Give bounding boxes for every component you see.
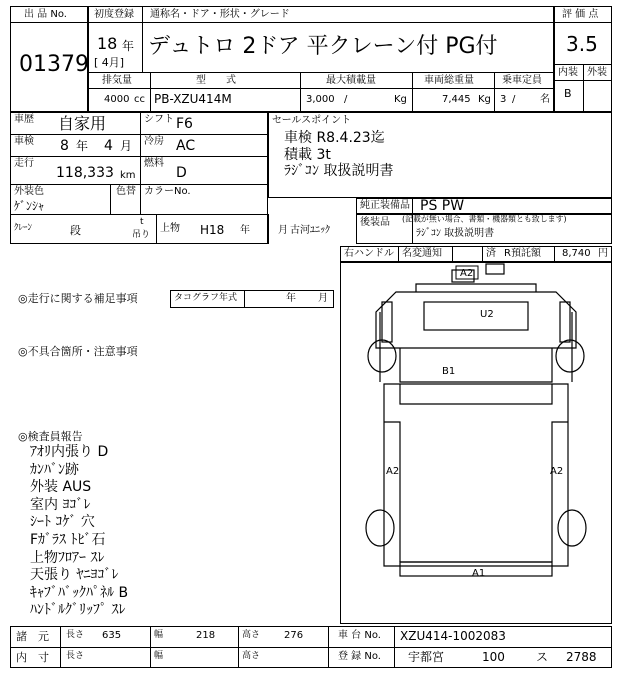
marker-top-right xyxy=(486,264,504,274)
inspection-year-unit: 年 xyxy=(76,139,89,153)
damage-mark-a2-right: A2 xyxy=(550,466,564,477)
inspector-report-line: ｷｬﾌﾞﾊﾞｯｸﾊﾟﾈﾙ B xyxy=(30,584,129,601)
inspection-label: 車検 xyxy=(14,136,34,147)
displacement-value: 4000 xyxy=(104,94,130,105)
max-load-value: 3,000 xyxy=(306,94,335,105)
shift-value: F6 xyxy=(176,116,193,132)
interior-grade: B xyxy=(564,87,572,100)
inspection-year: 8 xyxy=(60,138,69,154)
damage-mark-u2: U2 xyxy=(480,309,494,320)
color-number-label: カラーNo. xyxy=(144,186,191,197)
inspection-month: 4 xyxy=(104,138,113,154)
bed-right-rail xyxy=(552,422,568,562)
plate-class: 100 xyxy=(482,650,505,664)
fuel-label: 燃料 xyxy=(144,158,164,169)
color-change-label: 色替 xyxy=(116,186,136,197)
sales-point-line-1: 車検 R8.4.23迄 xyxy=(284,130,385,146)
details-box xyxy=(10,112,268,244)
recycle-deposit-label: R預託額 xyxy=(504,248,541,259)
aftermarket-note: (記載が無い場合、書類・機器類とも致します) xyxy=(402,215,567,224)
tachograph-year-unit: 年 xyxy=(286,293,296,304)
cab-roof xyxy=(416,284,536,292)
model-code: PB-XZU414M xyxy=(154,92,232,106)
capacity-label: 乗車定員 xyxy=(502,75,542,86)
capacity-separator: / xyxy=(512,94,516,105)
max-load-unit: Kg xyxy=(394,94,407,105)
max-load-label: 最大積載量 xyxy=(326,75,376,86)
inspector-report-line: 外装 AUS xyxy=(30,479,92,496)
plate-number: 2788 xyxy=(566,650,597,664)
crane-ton-label: t xyxy=(140,217,144,227)
body-year: H18 xyxy=(200,223,225,237)
body-maker: 古河ﾕﾆｯｸ xyxy=(290,225,330,236)
capacity-unit: 名 xyxy=(540,94,550,105)
outer-dimensions-label: 諸 元 xyxy=(16,630,49,643)
bed-left-rail xyxy=(384,422,400,562)
inspector-report-line: ｶﾝﾊﾞﾝ跡 xyxy=(30,461,79,478)
hood xyxy=(400,348,552,382)
tachograph-label: タコグラフ年式 xyxy=(174,293,238,303)
chassis-number: XZU414-1002083 xyxy=(400,629,506,643)
first-registration-month: [ 4月] xyxy=(94,56,125,69)
vehicle-name: デュトロ 2ドア 平クレーン付 PG付 xyxy=(148,34,498,59)
height-label: 高さ xyxy=(242,630,261,640)
bed-outline xyxy=(384,384,568,566)
inner-dimensions-label: 内 寸 xyxy=(16,651,49,664)
sales-points-label: セールスポイント xyxy=(272,115,352,126)
rhd-flag: 右ハンドル xyxy=(344,248,394,259)
rear-left-wheel xyxy=(366,510,394,546)
front-right-wheel xyxy=(556,340,584,372)
inspector-report-line: Fｶﾞﾗｽ ﾄﾋﾞ石 xyxy=(30,532,106,548)
mileage-unit: km xyxy=(120,170,136,181)
rating-label: 評 価 点 xyxy=(562,9,599,20)
inspector-report-line: ﾊﾝﾄﾞﾙｸﾞﾘｯﾌﾟ ｽﾚ xyxy=(30,602,126,619)
first-registration-label: 初度登録 xyxy=(94,9,134,20)
crane-label: ｸﾚｰﾝ xyxy=(14,223,33,233)
name-change-label: 名変通知 xyxy=(402,248,442,259)
mileage-label: 走行 xyxy=(14,158,34,169)
interior-grade-label: 内装 xyxy=(558,67,578,78)
displacement-unit: cc xyxy=(134,94,145,105)
inspector-report-line: 天張り ﾔﾆﾖｺﾞﾚ xyxy=(30,567,119,584)
plate-label: 登 録 No. xyxy=(338,651,381,662)
running-notes-label: ◎走行に関する補足事項 xyxy=(18,292,138,305)
truck-diagram xyxy=(340,262,612,624)
length-label: 長さ xyxy=(66,630,85,640)
rating-score: 3.5 xyxy=(566,32,598,56)
crane-lift-label: 吊り xyxy=(132,230,151,240)
inspector-report-label: ◎検査員報告 xyxy=(18,430,83,443)
damage-mark-a1: A1 xyxy=(472,568,486,579)
lot-number: 01379 xyxy=(19,52,89,77)
year-unit: 年 xyxy=(122,39,135,53)
mirror-right xyxy=(560,302,570,342)
color-label: 外装色 xyxy=(14,186,44,197)
body-year-unit: 年 xyxy=(240,225,250,236)
history-label: 車歴 xyxy=(14,114,34,125)
inspection-month-unit: 月 xyxy=(120,139,133,153)
genuine-equipment-label: 純正装備品 xyxy=(360,200,410,211)
gross-weight-label: 車両総重量 xyxy=(424,75,474,86)
aftermarket-value: ﾗｼﾞｺﾝ 取扱説明書 xyxy=(416,228,495,239)
crane-stage-label: 段 xyxy=(70,224,81,237)
max-load-separator: / xyxy=(344,94,348,105)
aftermarket-label: 後装品 xyxy=(360,217,390,228)
mileage-value: 118,333 xyxy=(56,165,114,181)
recycle-status: 済 xyxy=(486,248,496,259)
color-value: ｹﾞﾝｼｬ xyxy=(14,199,45,213)
first-registration-year: 18 xyxy=(97,34,118,53)
inspector-report-line: 室内 ﾖｺﾞﾚ xyxy=(30,496,91,513)
height-value: 276 xyxy=(284,630,304,641)
length-value: 635 xyxy=(102,630,122,641)
damage-mark-a2-left: A2 xyxy=(386,466,400,477)
model-header-label: 通称名・ドア・形状・グレード xyxy=(150,9,290,20)
inspector-report-line: ｱｵﾘ内張り D xyxy=(30,444,109,460)
mirror-left xyxy=(382,302,392,342)
bed-front xyxy=(400,384,552,404)
yen-unit: 円 xyxy=(598,248,608,259)
shift-label: シフト xyxy=(144,114,174,125)
model-code-label: 型 式 xyxy=(196,75,236,86)
sales-point-line-3: ﾗｼﾞｺﾝ 取扱説明書 xyxy=(284,163,394,179)
body-month-unit: 月 xyxy=(278,225,288,236)
capacity-value: 3 xyxy=(500,94,507,105)
inspector-report-line: 上物ﾌﾛｱｰ ｽﾚ xyxy=(30,549,105,566)
history-value: 自家用 xyxy=(58,114,107,133)
sales-point-line-2: 積載 3t xyxy=(284,147,331,163)
inner-length-label: 長さ xyxy=(66,651,85,661)
inspector-report-line: ｼｰﾄ ｺｹﾞ 穴 xyxy=(30,514,95,531)
displacement-label: 排気量 xyxy=(102,75,132,86)
inner-width-label: 幅 xyxy=(154,651,164,661)
inner-height-label: 高さ xyxy=(242,651,261,661)
chassis-label: 車 台 No. xyxy=(338,630,381,641)
body-label: 上物 xyxy=(160,223,180,234)
rear-right-wheel xyxy=(558,510,586,546)
gross-weight-unit: Kg xyxy=(478,94,491,105)
damage-mark-a2-top: A2 xyxy=(460,268,474,279)
lot-number-label: 出 品 No. xyxy=(24,9,67,20)
recycle-deposit-value: 8,740 xyxy=(562,248,591,259)
plate-region: 宇都宮 xyxy=(408,650,445,664)
width-value: 218 xyxy=(196,630,216,641)
exterior-grade-label: 外装 xyxy=(587,67,607,78)
cab-outline xyxy=(376,292,576,348)
front-left-wheel xyxy=(368,340,396,372)
plate-kana: ス xyxy=(536,650,549,664)
genuine-equipment-value: PS PW xyxy=(420,198,465,214)
defects-label: ◎不具合箇所・注意事項 xyxy=(18,345,138,358)
damage-mark-b1: B1 xyxy=(442,366,456,377)
fuel-value: D xyxy=(176,165,187,181)
gross-weight-value: 7,445 xyxy=(442,94,471,105)
ac-label: 冷房 xyxy=(144,136,164,147)
windshield xyxy=(424,302,528,330)
width-label: 幅 xyxy=(154,630,164,640)
tachograph-month-unit: 月 xyxy=(318,293,328,304)
ac-value: AC xyxy=(176,138,196,154)
